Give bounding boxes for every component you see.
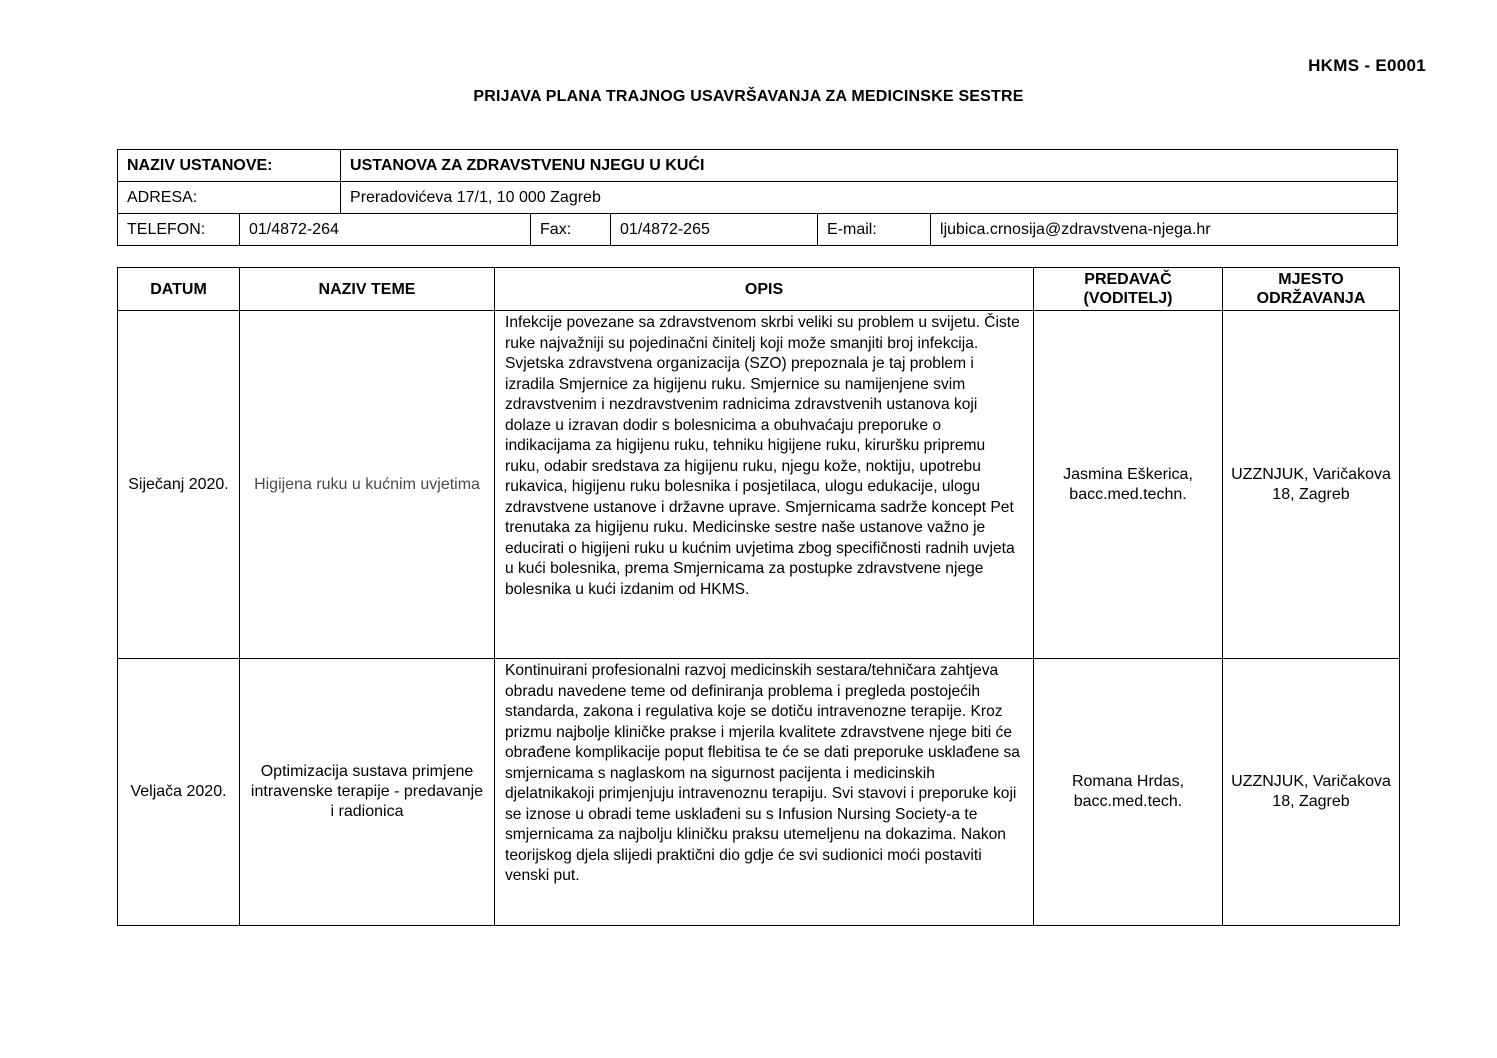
table-row xyxy=(118,311,1400,659)
header-date: DATUM xyxy=(118,268,240,311)
row-description: Kontinuirani profesionalni razvoj medicinskih sestara/tehničara zahtjeva obradu navedene teme od definiranja problema i pregleda postojećih standarda, zakona i regulativa koje se dotiču intravenozne terapije. Kroz prizmu najbolje kliničke prakse i mjerila kvalitete zdravstvene njege biti će obrađene komplikacije poput flebitisa te će se dati preporuke usklađene sa smjernicama s naglaskom na sigurnost pacijenta i medicinskih djelatnikakoji primjenjuju intravenoznu terapiju. Svi stavovi i preporuke koji se iznose u obradi teme usklađeni su s Infusion Nursing Society-a te smjernicama za najbolju kliničku praksu utemeljenu na dokazima. Nakon teorijskog djela slijedi praktični dio gdje će svi sudionici moći postaviti venski put. xyxy=(495,659,1034,926)
phone-value: 01/4872-264 xyxy=(240,214,531,246)
institution-name-value: USTANOVA ZA ZDRAVSTVENU NJEGU U KUĆI xyxy=(341,150,1398,182)
institution-contact-row xyxy=(118,214,1398,246)
table-row xyxy=(118,659,1400,926)
institution-name-row xyxy=(118,150,1398,182)
address-label: ADRESA: xyxy=(118,182,341,214)
header-topic: NAZIV TEME xyxy=(240,268,495,311)
row-lecturer: Jasmina Eškerica, bacc.med.techn. xyxy=(1034,311,1223,659)
row-lecturer: Romana Hrdas, bacc.med.tech. xyxy=(1034,659,1223,926)
row-date: Veljača 2020. xyxy=(118,659,240,926)
institution-table xyxy=(117,149,1398,246)
fax-label: Fax: xyxy=(531,214,611,246)
email-value: ljubica.crnosija@zdravstvena-njega.hr xyxy=(931,214,1398,246)
row-location: UZZNJUK, Varičakova 18, Zagreb xyxy=(1223,311,1400,659)
header-location: MJESTO ODRŽAVANJA xyxy=(1223,268,1400,311)
row-location: UZZNJUK, Varičakova 18, Zagreb xyxy=(1223,659,1400,926)
row-topic: Higijena ruku u kućnim uvjetima xyxy=(240,311,495,659)
institution-address-row xyxy=(118,182,1398,214)
row-date: Siječanj 2020. xyxy=(118,311,240,659)
address-value: Preradovićeva 17/1, 10 000 Zagreb xyxy=(341,182,1398,214)
row-topic: Optimizacija sustava primjene intravenske terapije - predavanje i radionica xyxy=(240,659,495,926)
header-description: OPIS xyxy=(495,268,1034,311)
document-title: PRIJAVA PLANA TRAJNOG USAVRŠAVANJA ZA MEDICINSKE SESTRE xyxy=(473,88,1024,105)
plan-header-row xyxy=(118,268,1400,311)
plan-table xyxy=(117,267,1400,926)
institution-name-label: NAZIV USTANOVE: xyxy=(118,150,341,182)
phone-label: TELEFON: xyxy=(118,214,240,246)
row-description: Infekcije povezane sa zdravstvenom skrbi veliki su problem u svijetu. Čiste ruke najvažniji su pojedinačni činitelj koji može smanjiti broj infekcija. Svjetska zdravstvena organizacija (SZO) prepoznala je taj problem i izradila Smjernice za higijenu ruku. Smjernice su namijenjene svim zdravstvenim i nezdravstvenim radnicima zdravstvenih ustanova koji dolaze u izravan dodir s bolesnicima a obuhvaćaju preporuke o indikacijama za higijenu ruku, tehniku higijene ruku, kiruršku pripremu ruku, odabir sredstava za higijenu ruku, njegu kože, noktiju, upotrebu rukavica, higijenu ruku bolesnika i posjetilaca, ulogu edukacije, ulogu zdravstvene ustanove i državne uprave. Smjernicama sadrže koncept Pet trenutaka za higijenu ruku. Medicinske sestre naše ustanove važno je educirati o higijeni ruku u kućnim uvjetima zbog specifičnosti radnih uvjeta u kući bolesnika, prema Smjernicama za postupke zdravstvene njege bolesnika u kući izdanim od HKMS. xyxy=(495,311,1034,659)
header-lecturer: PREDAVAČ (VODITELJ) xyxy=(1034,268,1223,311)
fax-value: 01/4872-265 xyxy=(611,214,818,246)
email-label: E-mail: xyxy=(818,214,931,246)
document-code: HKMS - E0001 xyxy=(1308,56,1426,75)
